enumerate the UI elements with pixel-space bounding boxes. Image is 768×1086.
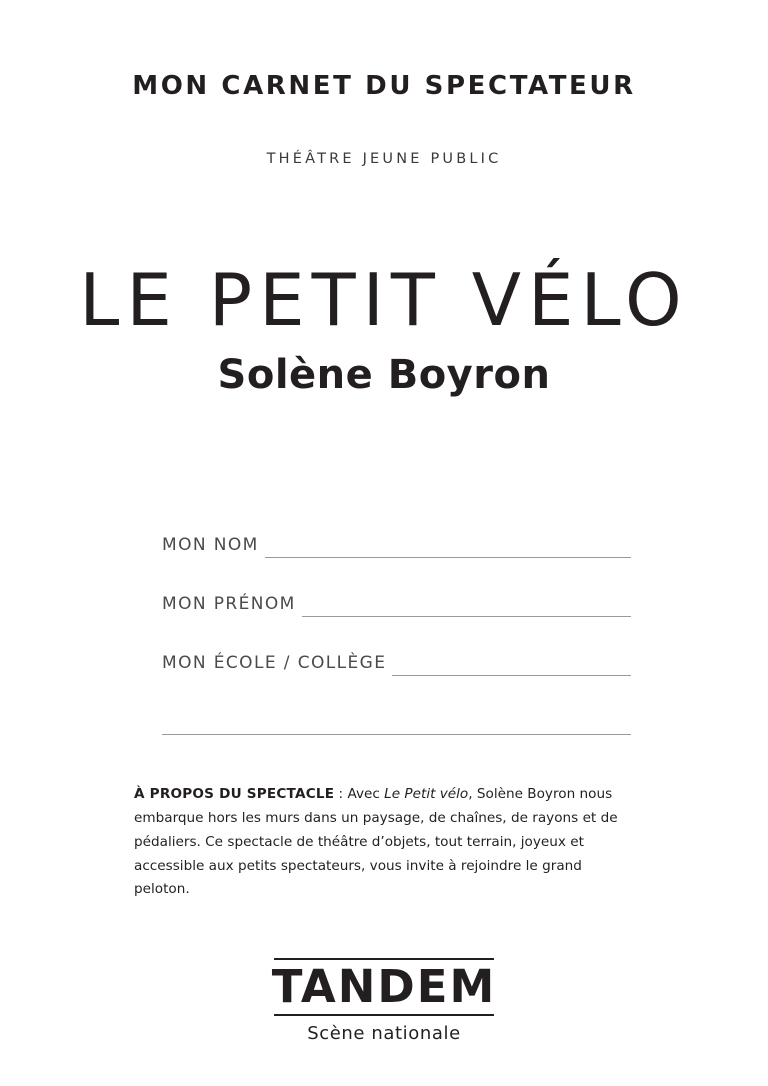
about-paragraph: [0, 783, 768, 902]
field-row-prenom[interactable]: [162, 577, 631, 617]
show-author: Solène Boyron: [217, 352, 551, 399]
page-subtitle: THÉÂTRE JEUNE PUBLIC: [266, 150, 502, 167]
tandem-logo-text: TANDEM: [271, 960, 497, 1013]
about-separator: :: [334, 786, 348, 803]
show-block: [0, 257, 768, 399]
field-row-extra[interactable]: [162, 695, 631, 735]
logo-bar-bottom-icon: [274, 1014, 495, 1016]
about-show-title: Le Petit vélo: [384, 786, 469, 803]
field-input-prenom[interactable]: [302, 592, 631, 617]
field-label-prenom: MON PRÉNOM: [162, 594, 296, 615]
field-label-nom: MON NOM: [162, 535, 259, 556]
document-header: [0, 0, 768, 167]
identity-form: [0, 518, 768, 735]
field-row-nom[interactable]: [162, 518, 631, 558]
logo-bar-top-icon: [274, 958, 495, 960]
field-input-nom[interactable]: [265, 533, 631, 558]
about-text-part2: , Solène Boyron nous embarque hors les murs dans un paysage, de chaînes, de rayons et de pédaliers. Ce spectacle de théâtre d’objets, tout terrain, joyeux et accessible aux petits spectateurs, vous invite à rejoindre le grand peloton.: [134, 786, 618, 898]
about-text-part1: Avec: [347, 786, 385, 803]
field-label-ecole: MON ÉCOLE / COLLÈGE: [162, 653, 387, 674]
page-title: MON CARNET DU SPECTATEUR: [132, 71, 636, 101]
tandem-logo: [271, 960, 497, 1013]
show-title: LE PETIT VÉLO: [79, 257, 689, 342]
field-input-extra[interactable]: [162, 710, 631, 735]
field-row-ecole[interactable]: [162, 636, 631, 676]
field-input-ecole[interactable]: [392, 651, 631, 676]
tandem-logo-tagline: Scène nationale: [307, 1023, 461, 1044]
footer-logo: [0, 960, 768, 1044]
about-heading: À PROPOS DU SPECTACLE: [134, 786, 335, 803]
